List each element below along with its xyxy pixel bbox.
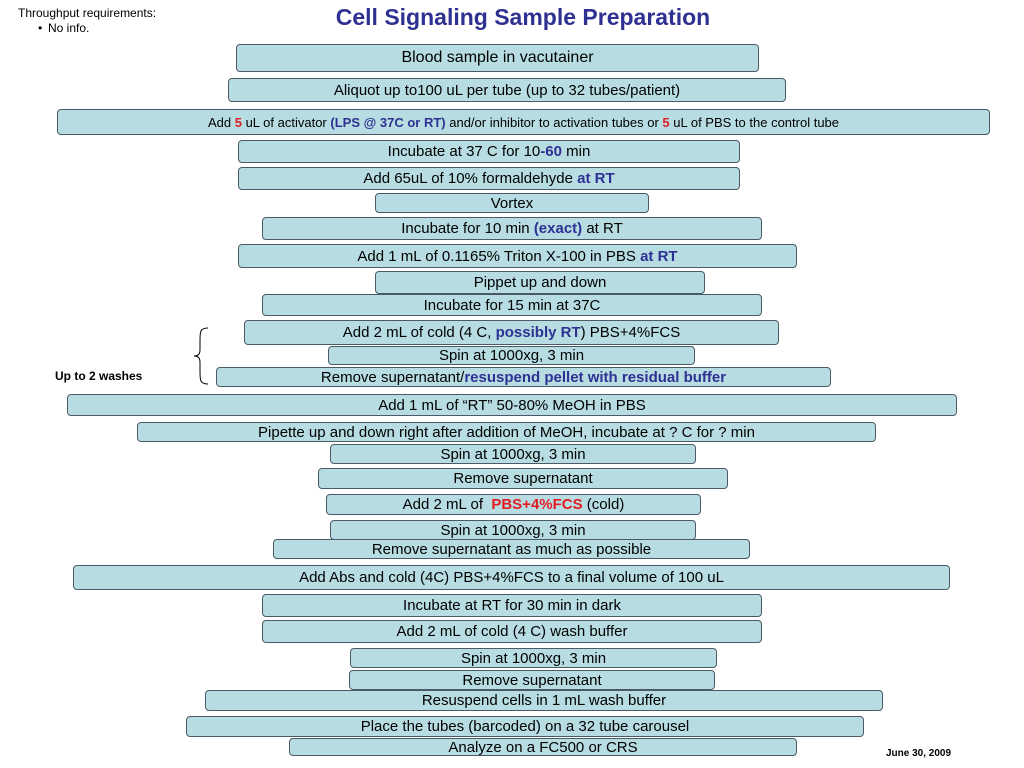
step-text: Pipette up and down right after addition of MeOH, incubate at ? C for ? min xyxy=(258,423,755,441)
step-highlight-blue: at RT xyxy=(577,170,615,187)
step-box xyxy=(73,565,950,590)
step-box xyxy=(238,167,740,190)
step-box xyxy=(375,271,705,294)
washes-label: Up to 2 washes xyxy=(55,369,143,383)
step-text: Add 65uL of 10% formaldehyde xyxy=(363,170,578,187)
step-text: Remove supernatant/ xyxy=(320,368,465,386)
step-text: uL of PBS to the control tube xyxy=(669,114,840,130)
step-box xyxy=(238,244,797,268)
step-box xyxy=(228,78,786,102)
step-text: Spin at 1000xg, 3 min xyxy=(438,347,585,364)
curly-brace-icon xyxy=(190,326,212,386)
step-box xyxy=(205,690,883,711)
step-text: Spin at 1000xg, 3 min xyxy=(440,521,586,539)
step-text: Spin at 1000xg, 3 min xyxy=(440,445,586,463)
step-box xyxy=(186,716,864,737)
step-box xyxy=(262,217,762,240)
step-text: (cold) xyxy=(582,496,625,513)
step-text: Analyze on a FC500 or CRS xyxy=(448,738,638,756)
step-text: Incubate for 15 min at 37C xyxy=(423,296,601,314)
step-text: Add 1 mL of “RT” 50-80% MeOH in PBS xyxy=(378,396,646,414)
step-box xyxy=(350,648,717,668)
step-box xyxy=(216,367,831,387)
step-box xyxy=(349,670,715,690)
step-box xyxy=(57,109,990,135)
step-text: Pippet up and down xyxy=(473,274,607,291)
step-box xyxy=(318,468,728,489)
step-text: Incubate for 10 min xyxy=(401,220,534,237)
step-text: Incubate at 37 C for 10 xyxy=(387,143,541,160)
step-box xyxy=(262,294,762,316)
step-text: Add 1 mL of 0.1165% Triton X-100 in PBS xyxy=(357,247,641,265)
requirements-item: • No info. xyxy=(18,21,156,36)
step-box xyxy=(289,738,797,756)
requirements-heading: Throughput requirements: xyxy=(18,6,157,20)
step-text: Blood sample in vacutainer xyxy=(401,49,594,66)
step-box xyxy=(328,346,695,365)
step-text: Resuspend cells in 1 mL wash buffer xyxy=(421,692,667,709)
step-box xyxy=(262,620,762,643)
step-text: Add xyxy=(207,114,235,130)
step-highlight-blue: (LPS @ 37C or RT) xyxy=(330,114,446,130)
step-box xyxy=(262,594,762,617)
step-text: Place the tubes (barcoded) on a 32 tube carousel xyxy=(360,718,690,735)
step-highlight-blue: resuspend pellet with residual buffer xyxy=(464,368,727,386)
step-text: Add 2 mL of cold (4 C, xyxy=(342,324,496,341)
step-box xyxy=(238,140,740,163)
step-highlight-blue: possibly RT xyxy=(495,324,581,341)
step-text: Add 2 mL of xyxy=(402,496,492,513)
step-highlight-red: PBS+4%FCS xyxy=(491,496,583,513)
step-text: Add 2 mL of cold (4 C) wash buffer xyxy=(396,623,628,640)
step-text: Incubate at RT for 30 min in dark xyxy=(403,597,621,614)
step-box xyxy=(326,494,701,515)
throughput-requirements xyxy=(18,6,156,36)
date-label: June 30, 2009 xyxy=(886,748,952,759)
step-highlight-red: 5 xyxy=(662,114,670,130)
step-highlight-blue: at RT xyxy=(640,247,678,265)
step-text: Vortex xyxy=(490,194,534,212)
step-box xyxy=(137,422,876,442)
page-title: Cell Signaling Sample Preparation xyxy=(335,4,711,30)
step-box xyxy=(330,444,696,464)
step-text: Remove supernatant xyxy=(453,470,593,487)
step-box xyxy=(67,394,957,416)
step-text: uL of activator xyxy=(241,114,331,130)
step-box xyxy=(273,539,750,559)
step-box xyxy=(330,520,696,540)
step-highlight-blue: (exact) xyxy=(533,220,583,237)
step-text: min xyxy=(561,143,591,160)
step-highlight-blue: -60 xyxy=(540,143,562,160)
step-box xyxy=(244,320,779,345)
step-text: Aliquot up to100 uL per tube (up to 32 tubes/patient) xyxy=(333,81,681,99)
step-highlight-red: 5 xyxy=(234,114,242,130)
step-box xyxy=(236,44,759,72)
step-text: Remove supernatant as much as possible xyxy=(371,540,652,558)
step-text: Spin at 1000xg, 3 min xyxy=(460,649,607,667)
step-text: at RT xyxy=(582,220,623,237)
step-text: and/or inhibitor to activation tubes or xyxy=(445,114,663,130)
step-text: Remove supernatant xyxy=(462,671,602,689)
step-text: ) PBS+4%FCS xyxy=(580,324,681,341)
step-text: Add Abs and cold (4C) PBS+4%FCS to a final volume of 100 uL xyxy=(299,569,724,586)
step-box xyxy=(375,193,649,213)
